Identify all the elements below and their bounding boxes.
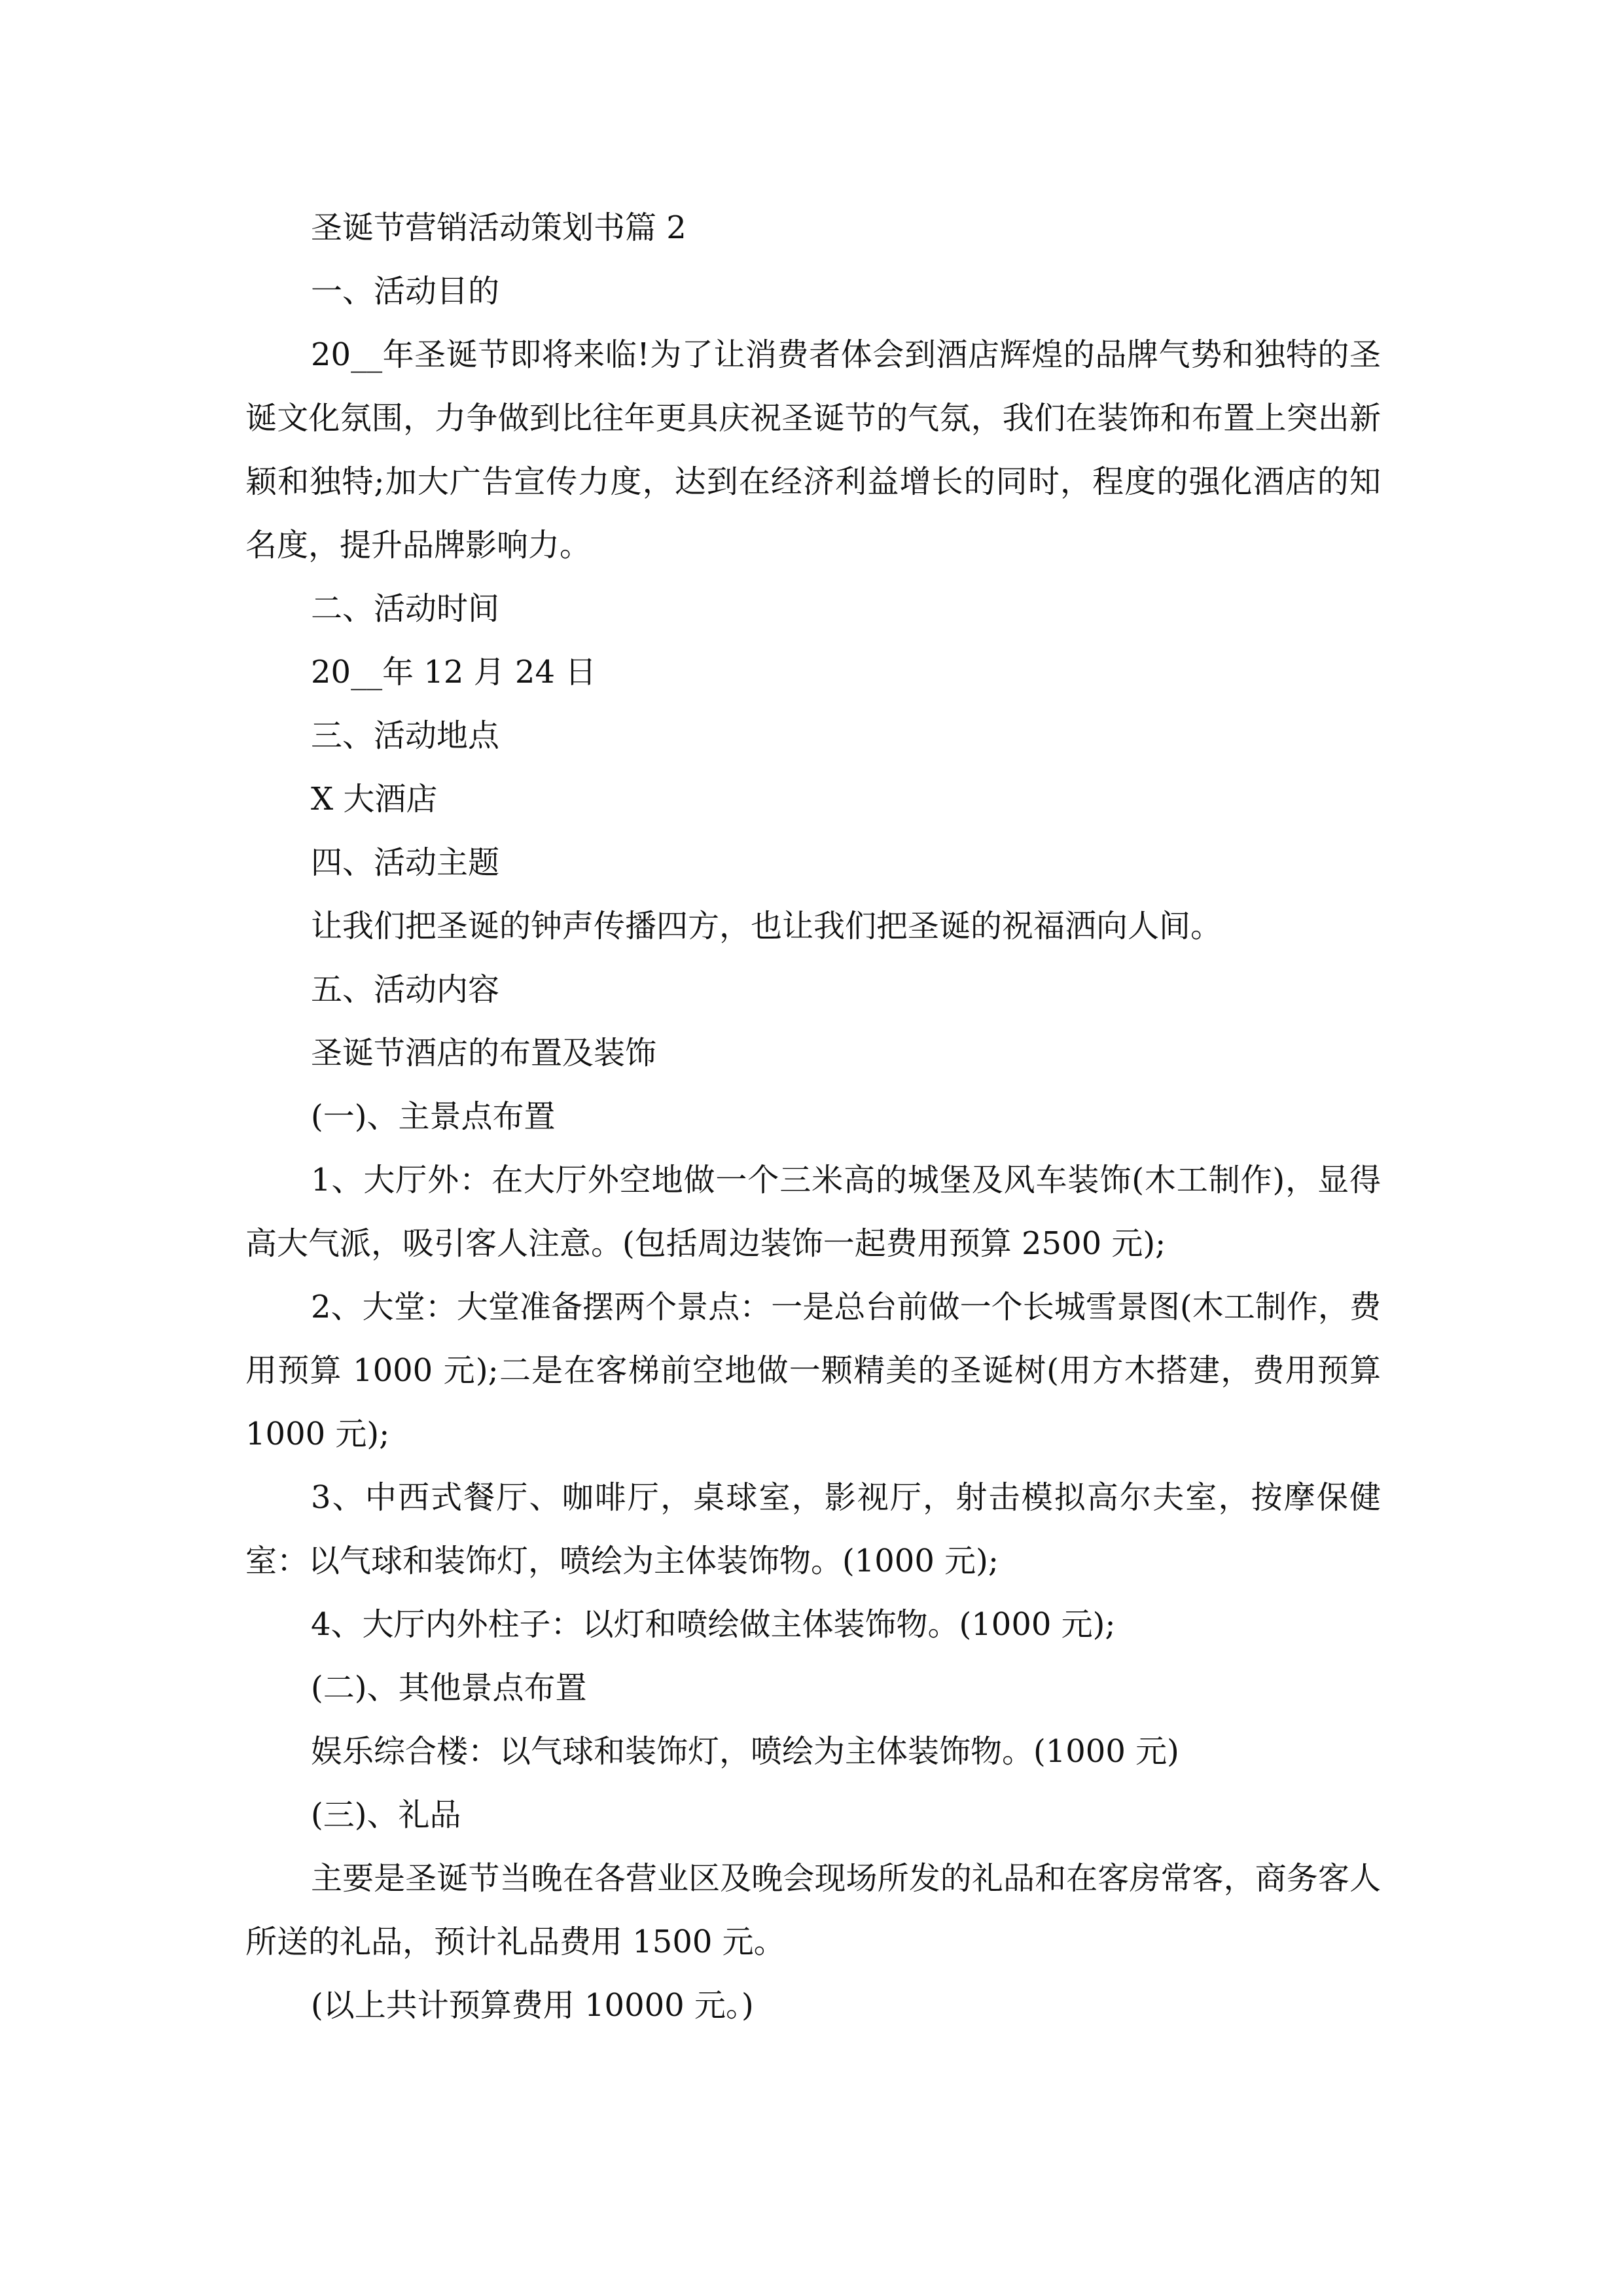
paragraph-purpose: 20__年圣诞节即将来临!为了让消费者体会到酒店辉煌的品牌气势和独特的圣诞文化氛围，力争做到比往年更具庆祝圣诞节的气氛，我们在装饰和布置上突出新颖和独特;加大广告宣传力度，达到在经济利益增长的同时，程度的强化酒店的知名度，提升品牌影响力。 [245,336,1381,564]
subheading-other-scenes: (二)、其他景点布置 [311,1670,587,1706]
subheading-gifts: (三)、礼品 [311,1797,461,1833]
subheading-main-scenes: (一)、主景点布置 [311,1098,556,1135]
section-heading-location: 三、活动地点 [311,717,500,754]
section-heading-time: 二、活动时间 [311,590,500,627]
list-item-hall-exterior: 1、大厅外：在大厅外空地做一个三米高的城堡及风车装饰(木工制作)，显得高大气派，吸引客人注意。(包括周边装饰一起费用预算 2500 元); [245,1162,1381,1262]
paragraph-total-budget: (以上共计预算费用 10000 元。) [311,1987,754,2024]
paragraph-theme: 让我们把圣诞的钟声传播四方，也让我们把圣诞的祝福洒向人间。 [311,908,1222,944]
document-body [245,196,1381,2037]
list-item-pillars: 4、大厅内外柱子：以灯和喷绘做主体装饰物。(1000 元); [311,1606,1116,1643]
paragraph-entertainment-building: 娱乐综合楼：以气球和装饰灯，喷绘为主体装饰物。(1000 元) [311,1733,1179,1770]
list-item-restaurants: 3、中西式餐厅、咖啡厅，桌球室，影视厅，射击模拟高尔夫室，按摩保健室：以气球和装饰灯，喷绘为主体装饰物。(1000 元); [245,1479,1381,1579]
section-heading-content: 五、活动内容 [311,971,500,1008]
paragraph-time: 20__年 12 月 24 日 [311,654,597,691]
document-title: 圣诞节营销活动策划书篇 2 [311,209,687,246]
paragraph-gifts: 主要是圣诞节当晚在各营业区及晚会现场所发的礼品和在客房常客，商务客人所送的礼品，预计礼品费用 1500 元。 [245,1860,1381,1960]
paragraph-location: X 大酒店 [311,781,438,817]
list-item-lobby: 2、大堂：大堂准备摆两个景点：一是总台前做一个长城雪景图(木工制作，费用预算 1000 元);二是在客梯前空地做一颗精美的圣诞树(用方木搭建，费用预算 1000 元); [245,1289,1381,1452]
subheading-decoration: 圣诞节酒店的布置及装饰 [311,1035,657,1071]
section-heading-theme: 四、活动主题 [311,844,500,881]
section-heading-purpose: 一、活动目的 [311,273,500,310]
